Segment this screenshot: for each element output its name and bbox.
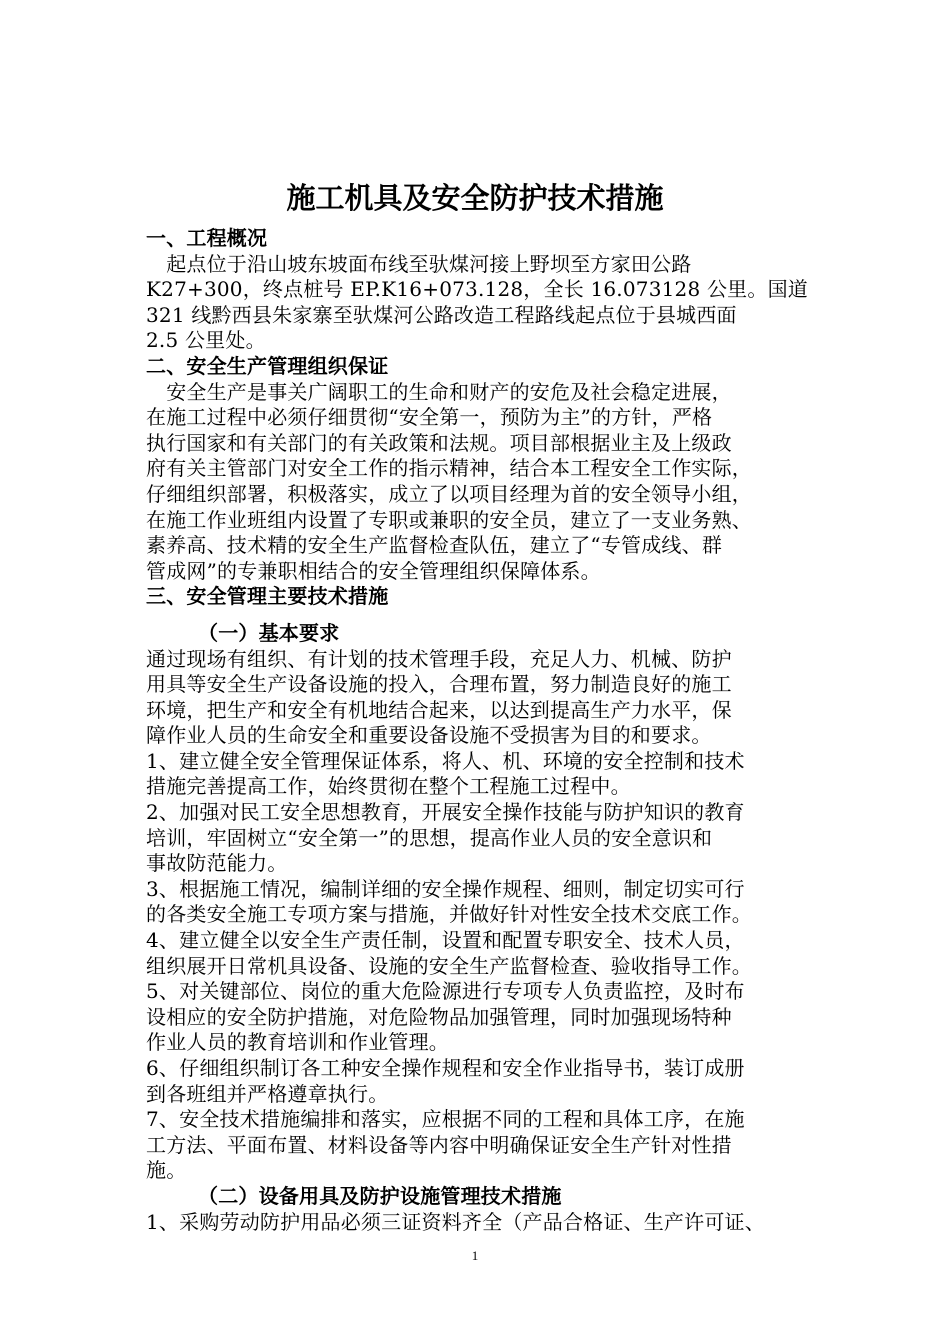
text-line: 1、采购劳动防护用品必须三证资料齐全（产品合格证、生产许可证、 [146,1209,765,1234]
text-line: 7、安全技术措施编排和落实，应根据不同的工程和具体工序，在施 [146,1107,745,1132]
text-line: 在施工过程中必须仔细贯彻“安全第一，预防为主”的方针，严格 [146,405,713,430]
text-line: 的各类安全施工专项方案与措施，并做好针对性安全技术交底工作。 [146,902,752,927]
section-heading: 三、安全管理主要技术措施 [146,584,389,609]
text-line: 在施工作业班组内设置了专职或兼职的安全员，建立了一支业务熟、 [146,507,752,532]
section-heading: 一、工程概况 [146,226,268,250]
text-line: 1、建立健全安全管理保证体系，将人、机、环境的安全控制和技术 [146,748,745,773]
text-line: K27+300，终点桩号 EP.K16+073.128，全长 16.073128 公里。国道 [146,277,808,302]
text-line: 2.5 公里处。 [146,328,266,353]
text-line: 素养高、技术精的安全生产监督检查队伍，建立了“专管成线、群 [146,533,723,558]
text-line: 通过现场有组织、有计划的技术管理手段，充足人力、机械、防护 [146,646,732,671]
text-line: 安全生产是事关广阔职工的生命和财产的安危及社会稳定进展， [146,379,732,404]
text-line: 管成网”的专兼职相结合的安全管理组织保障体系。 [146,558,601,583]
subsection-heading: （一）基本要求 [198,620,340,645]
text-line: 321 线黔西县朱家寨至驮煤河公路改造工程路线起点位于县城西面 [146,302,737,327]
text-line: 起点位于沿山坡东坡面布线至驮煤河接上野坝至方家田公路 [146,251,692,276]
text-line: 府有关主管部门对安全工作的指示精神，结合本工程安全工作实际， [146,456,752,481]
section-heading: 二、安全生产管理组织保证 [146,353,389,378]
text-line: 设相应的安全防护措施，对危险物品加强管理，同时加强现场特种 [146,1004,732,1029]
text-line: 到各班组并严格遵章执行。 [146,1081,389,1106]
text-line: 工方法、平面布置、材料设备等内容中明确保证安全生产针对性措 [146,1132,732,1157]
text-line: 事故防范能力。 [146,851,288,876]
text-line: 仔细组织部署，积极落实，成立了以项目经理为首的安全领导小组， [146,481,752,506]
text-line: 施。 [146,1158,187,1183]
text-line: 作业人员的教育培训和作业管理。 [146,1030,449,1055]
page-number: 1 [471,1248,479,1263]
text-line: 措施完善提高工作，始终贯彻在整个工程施工过程中。 [146,774,631,799]
line-spacer [146,610,826,621]
text-line: 6、仔细组织制订各工种安全操作规程和安全作业指导书，装订成册 [146,1056,745,1080]
text-line: 培训，牢固树立“安全第一”的思想，提高作业人员的安全意识和 [146,825,713,850]
text-line: 3、根据施工情况，编制详细的安全操作规程、细则，制定切实可行 [146,876,745,901]
document-body [146,226,826,1235]
page-title: 施工机具及安全防护技术措施 [286,181,664,215]
text-line: 组织展开日常机具设备、设施的安全生产监督检查、验收指导工作。 [146,953,752,978]
text-line: 5、对关键部位、岗位的重大危险源进行专项专人负责监控，及时布 [146,979,745,1004]
text-line: 环境，把生产和安全有机地结合起来，以达到提高生产力水平，保 [146,697,732,722]
text-line: 执行国家和有关部门的有关政策和法规。项目部根据业主及上级政 [146,430,732,455]
text-line: 2、加强对民工安全思想教育，开展安全操作技能与防护知识的教育 [146,800,745,825]
text-line: 障作业人员的生命安全和重要设备设施不受损害为目的和要求。 [146,723,712,748]
text-line: 用具等安全生产设备设施的投入，合理布置，努力制造良好的施工 [146,672,732,697]
subsection-heading: （二）设备用具及防护设施管理技术措施 [198,1183,562,1208]
text-line: 4、建立健全以安全生产责任制，设置和配置专职安全、技术人员， [146,928,745,953]
